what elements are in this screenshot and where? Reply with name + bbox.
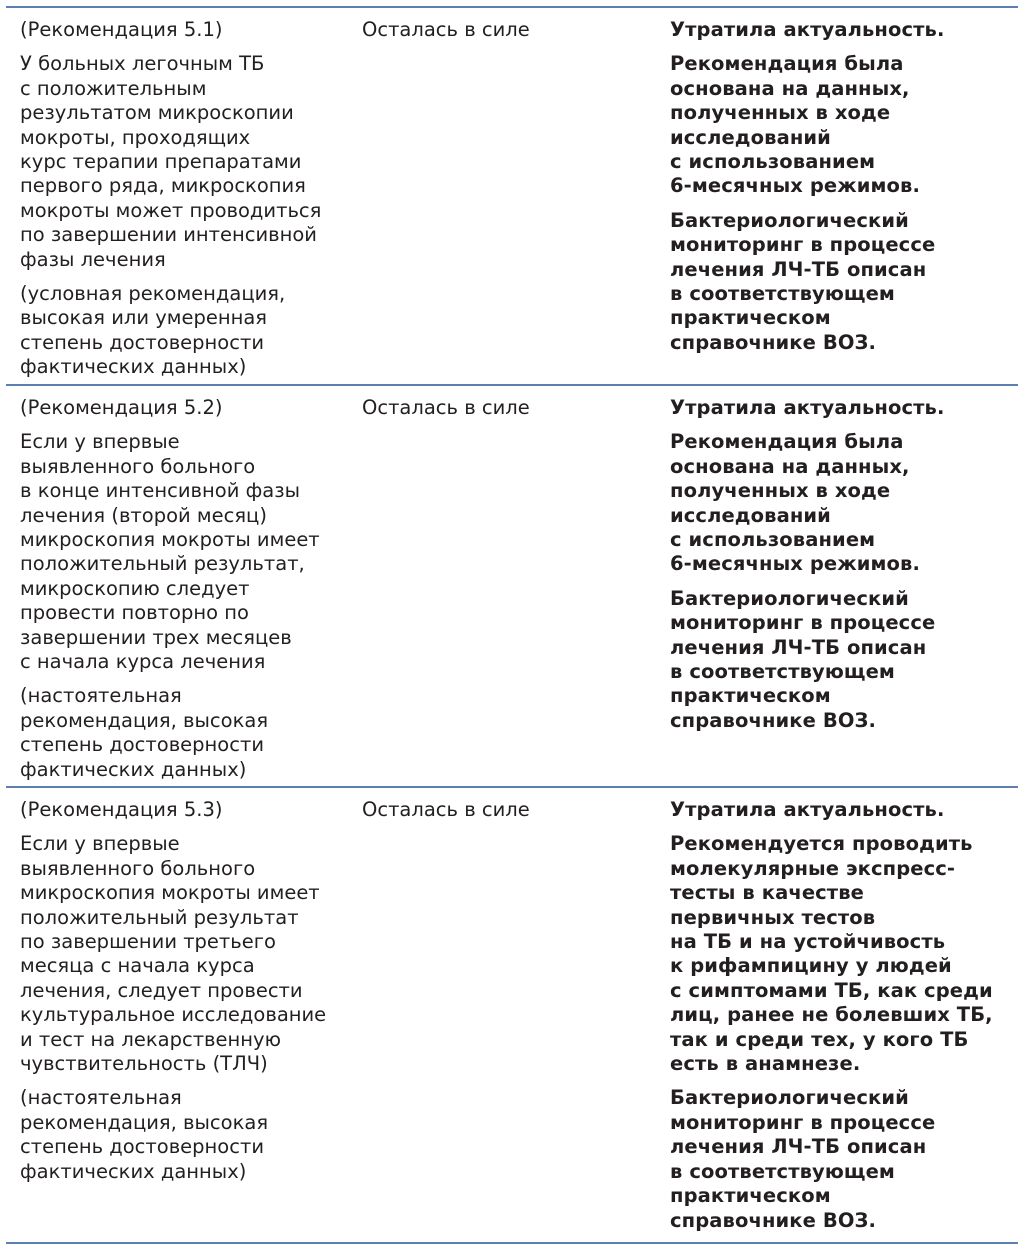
comment-note: Бактериологический мониторинг в процессе лечения ЛЧ-ТБ описан в соответствующем практическом справочнике ВОЗ. [670, 586, 936, 732]
comment-body: Рекомендуется проводить молекулярные экспресс- тесты в качестве первичных тестов на ТБ и на устойчивость к рифампицину у людей с симптомами ТБ, как среди лиц, ранее не болевших ТБ, так и среди тех, у кого ТБ есть в анамнезе. [670, 832, 993, 1076]
recommendation-grade: (настоятельная рекомендация, высокая степень достоверности фактических данных) [20, 1086, 269, 1183]
status-cell [348, 788, 656, 1242]
recommendation-status: Осталась в силе [362, 18, 530, 41]
recommendation-grade: (настоятельная рекомендация, высокая степень достоверности фактических данных) [20, 684, 269, 781]
recommendation-ref: (Рекомендация 5.1) [20, 18, 223, 41]
table-row [6, 8, 1018, 386]
comment-note: Бактериологический мониторинг в процессе лечения ЛЧ-ТБ описан в соответствующем практическом справочнике ВОЗ. [670, 1086, 936, 1232]
recommendation-status: Осталась в силе [362, 798, 530, 821]
status-cell [348, 386, 656, 786]
recommendation-ref: (Рекомендация 5.3) [20, 798, 223, 821]
comment-note: Бактериологический мониторинг в процессе лечения ЛЧ-ТБ описан в соответствующем практическом справочнике ВОЗ. [670, 208, 936, 354]
comment-cell [656, 386, 1018, 786]
comment-title: Утратила актуальность. [670, 18, 945, 41]
recommendation-cell [6, 788, 348, 1242]
table-row [6, 386, 1018, 788]
table-row [6, 788, 1018, 1244]
recommendation-cell [6, 8, 348, 384]
recommendation-text: Если у впервые выявленного больного в конце интенсивной фазы лечения (второй месяц) микроскопия мокроты имеет положительный результат, микроскопию следует провести повторно по завершении трех месяцев с начала курса лечения [20, 430, 320, 674]
recommendation-status: Осталась в силе [362, 396, 530, 419]
comment-title: Утратила актуальность. [670, 798, 945, 821]
status-cell [348, 8, 656, 384]
recommendation-grade: (условная рекомендация, высокая или умеренная степень достоверности фактических данных) [20, 282, 286, 379]
comment-cell [656, 8, 1018, 384]
recommendations-table [6, 6, 1018, 1244]
comment-title: Утратила актуальность. [670, 396, 945, 419]
recommendation-ref: (Рекомендация 5.2) [20, 396, 223, 419]
recommendation-cell [6, 386, 348, 786]
recommendation-text: У больных легочным ТБ с положительным результатом микроскопии мокроты, проходящих курс терапии препаратами первого ряда, микроскопия мокроты может проводиться по завершении интенсивной фазы лечения [20, 52, 322, 271]
comment-body: Рекомендация была основана на данных, полученных в ходе исследований с использованием 6-месячных режимов. [670, 430, 921, 576]
comment-cell [656, 788, 1018, 1242]
recommendation-text: Если у впервые выявленного больного микроскопия мокроты имеет положительный результат по завершении третьего месяца с начала курса лечения, следует провести культуральное исследование и тест на лекарственную чувствительность (ТЛЧ) [20, 832, 327, 1076]
comment-body: Рекомендация была основана на данных, полученных в ходе исследований с использованием 6-месячных режимов. [670, 52, 921, 198]
